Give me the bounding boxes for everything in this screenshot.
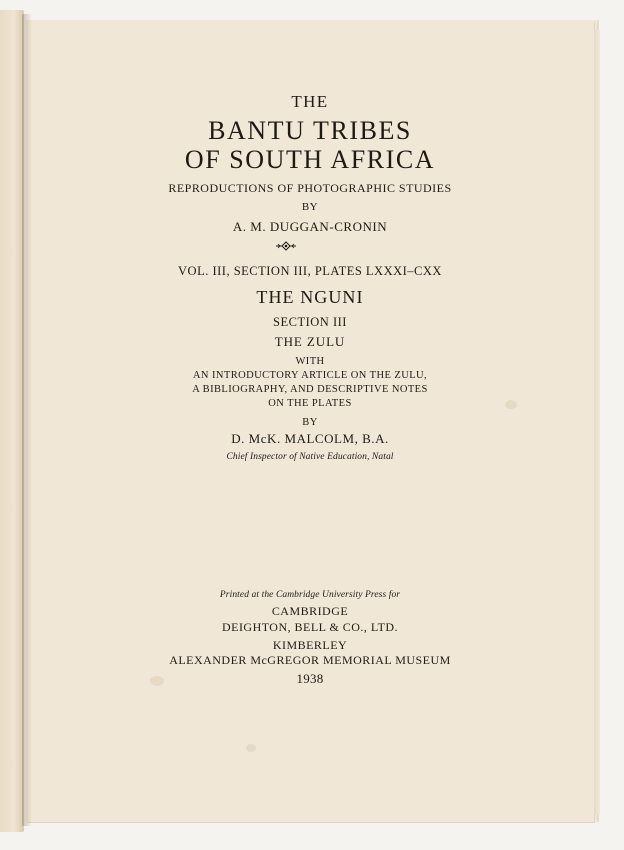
publisher-1: DEIGHTON, BELL & CO., LTD. (221, 620, 399, 634)
tribe-title: THE ZULU (274, 334, 346, 349)
title-the: THE (291, 92, 329, 111)
facing-page-edge (0, 10, 24, 832)
by-label-2: BY (302, 417, 318, 428)
intro-line-2: A BIBLIOGRAPHY, AND DESCRIPTIVE NOTES (192, 384, 428, 395)
author: A. M. DUGGAN-CRONIN (232, 219, 388, 234)
subtitle: REPRODUCTIONS OF PHOTOGRAPHIC STUDIES (168, 181, 452, 195)
section-label: SECTION III (273, 315, 347, 329)
publisher-2: ALEXANDER McGREGOR MEMORIAL MUSEUM (169, 653, 451, 667)
publisher-city-1: CAMBRIDGE (271, 604, 349, 618)
intro-line-3: ON THE PLATES (268, 398, 352, 409)
contributor: D. McK. MALCOLM, B.A. (231, 431, 389, 446)
part-title: THE NGUNI (256, 287, 364, 307)
publisher-city-2: KIMBERLEY (272, 638, 348, 652)
contributor-role: Chief Inspector of Native Education, Natal (226, 452, 394, 462)
title-line-1: BANTU TRIBES (208, 116, 412, 145)
foxing-spot (246, 744, 256, 752)
fleuron-icon (275, 241, 297, 251)
by-label: BY (301, 201, 319, 213)
page-block-edge (594, 30, 600, 815)
printed-note: Printed at the Cambridge University Press for (219, 590, 401, 600)
volume-line: VOL. III, SECTION III, PLATES LXXXI–CXX (178, 264, 442, 278)
intro-line-1: AN INTRODUCTORY ARTICLE ON THE ZULU, (192, 370, 428, 381)
with-label: WITH (295, 356, 325, 367)
year: 1938 (296, 671, 324, 686)
title-line-2: OF SOUTH AFRICA (184, 145, 436, 174)
